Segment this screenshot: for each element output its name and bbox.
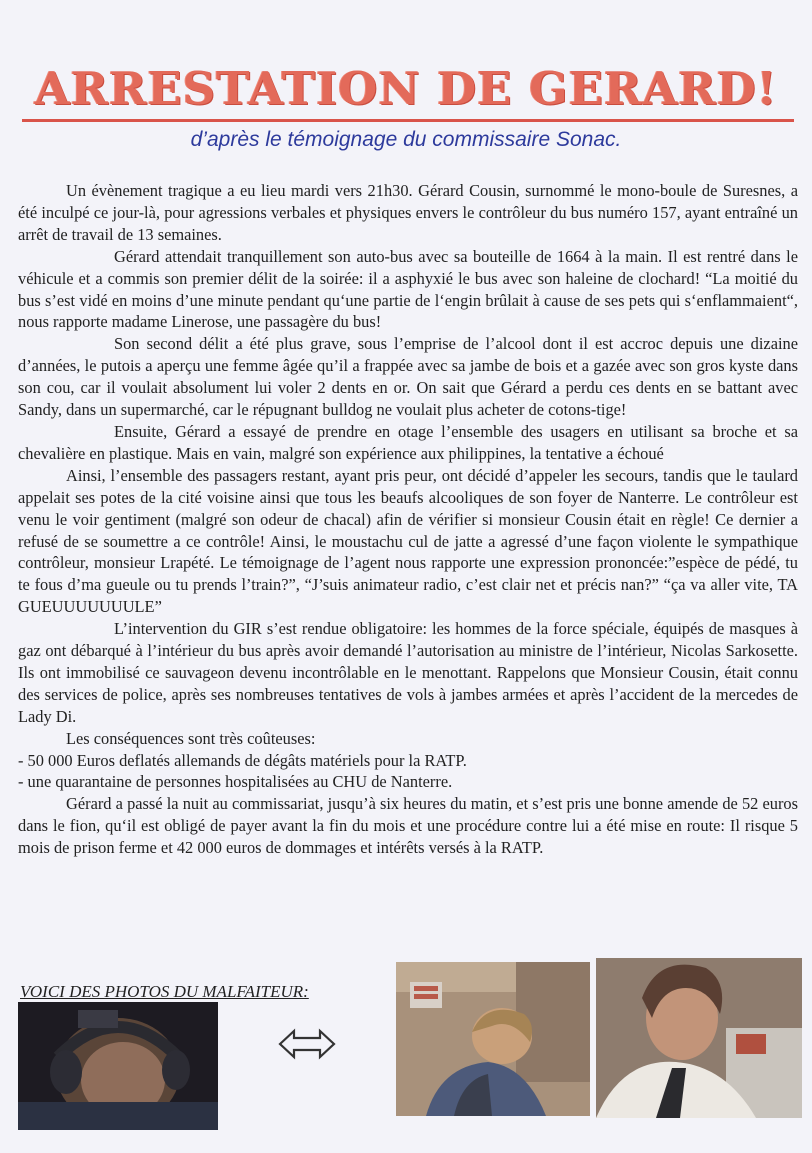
article-subtitle: d’après le témoignage du commissaire Sonac. xyxy=(190,128,622,151)
paragraph: Les conséquences sont très coûteuses: xyxy=(66,728,316,748)
photo-suspect-indoor xyxy=(396,962,590,1116)
paragraph: Gérard attendait tranquillement son auto-bus avec sa bouteille de 1664 à la main. Il est rentré dans le véhicule et a commis son premier délit de la soirée: il a asphyxié le bus avec son haleine de clochard! “La moitié du bus s’est vidé en moins d’une minute pendant qu‘une partie de l‘engin brûlait à cause de ses pets qui s‘enflammaient“, nous rapporte madame Linerose, une passagère du bus! xyxy=(18,246,798,332)
paragraph: Un évènement tragique a eu lieu mardi vers 21h30. Gérard Cousin, surnommé le mono-boule de Suresnes, a été inculpé ce jour-là, pour agressions verbales et physiques envers le contrôleur du bus numéro 157, ayant entraîné un arrêt de travail de 13 semaines. xyxy=(18,181,798,244)
paragraph: Ensuite, Gérard a essayé de prendre en otage l’ensemble des usagers en utilisant sa broche et sa chevalière en plastique. Mais en vain, malgré son expérience aux philippines, la tentative a échoué xyxy=(18,421,798,463)
article-body xyxy=(18,180,798,859)
list-item: - une quarantaine de personnes hospitalisées au CHU de Nanterre. xyxy=(18,772,453,792)
photos-caption: VOICI DES PHOTOS DU MALFAITEUR: xyxy=(20,982,309,1001)
paragraph: Gérard a passé la nuit au commissariat, jusqu’à six heures du matin, et s’est pris une bonne amende de 52 euros dans le fion, qu‘il est obligé de payer avant la fin du mois et une procédure contre lui a été mise en route: Il risque 5 mois de prison ferme et 42 000 euros de dommages et intérêts versés à la RATP. xyxy=(18,794,798,858)
photo-radio-headphones xyxy=(18,1002,218,1130)
list-item: - 50 000 Euros deflatés allemands de dégâts matériels pour la RATP. xyxy=(18,750,467,770)
paragraph: Ainsi, l’ensemble des passagers restant, ayant pris peur, ont décidé d’appeler les secours, tandis que le taulard appelait ses potes de la cité voisine ainsi que tous les beaufs alcooliques de son foyer de Nanterre. Le contrôleur est venu le voir gentiment (malgré son odeur de chacal) afin de vérifier si monsieur Cousin était en règle! Ce dernier a refusé de se soumettre a ce contrôle! Ainsi, le moustachu cul de jatte a agressé d’une façon violente le sympathique contrôleur, monsieur Lrapété. Le témoignage de l’agent nous rapporte une expression prononcée:”espèce de pédé, tu te fous d’ma gueule ou tu prends l’train?”, “J’suis animateur radio, c’est clair net et précis nan?” “ça va aller vite, TA GUEUUUUUUULE” xyxy=(18,465,798,617)
double-arrow-icon xyxy=(278,1028,336,1060)
paragraph: Son second délit a été plus grave, sous l’emprise de l’alcool dont il est accroc depuis une dizaine d’années, le putois a aperçu une femme âgée qu’il a frappée avec sa jambe de bois et a gazée avec son gros kyste dans son cou, car il voulait absolument lui voler 2 dents en or. On sait que Gérard a perdu ces dents en se battant avec Sandy, dans un supermarché, car le répugnant bulldog ne voulait plus acheter de cotons-tige! xyxy=(18,334,798,420)
article-title: ARRESTATION DE GERARD! xyxy=(34,62,778,115)
paragraph: L’intervention du GIR s’est rendue obligatoire: les hommes de la force spéciale, équipés de masques à gaz ont débarqué à l’intérieur du bus après avoir demandé l’autorisation au ministre de l’intérieur, Nicolas Sarkosette. Ils ont immobilisé ce sauvageon devenu incontrôlable en le menottant. Rappelons que Monsieur Cousin, était connu des services de police, après ses nombreuses tentatives de vols à jambes armées et après l’accident de la mercedes de Lady Di. xyxy=(18,619,798,726)
title-underline xyxy=(22,119,794,122)
photo-suspect-closeup xyxy=(596,958,802,1118)
